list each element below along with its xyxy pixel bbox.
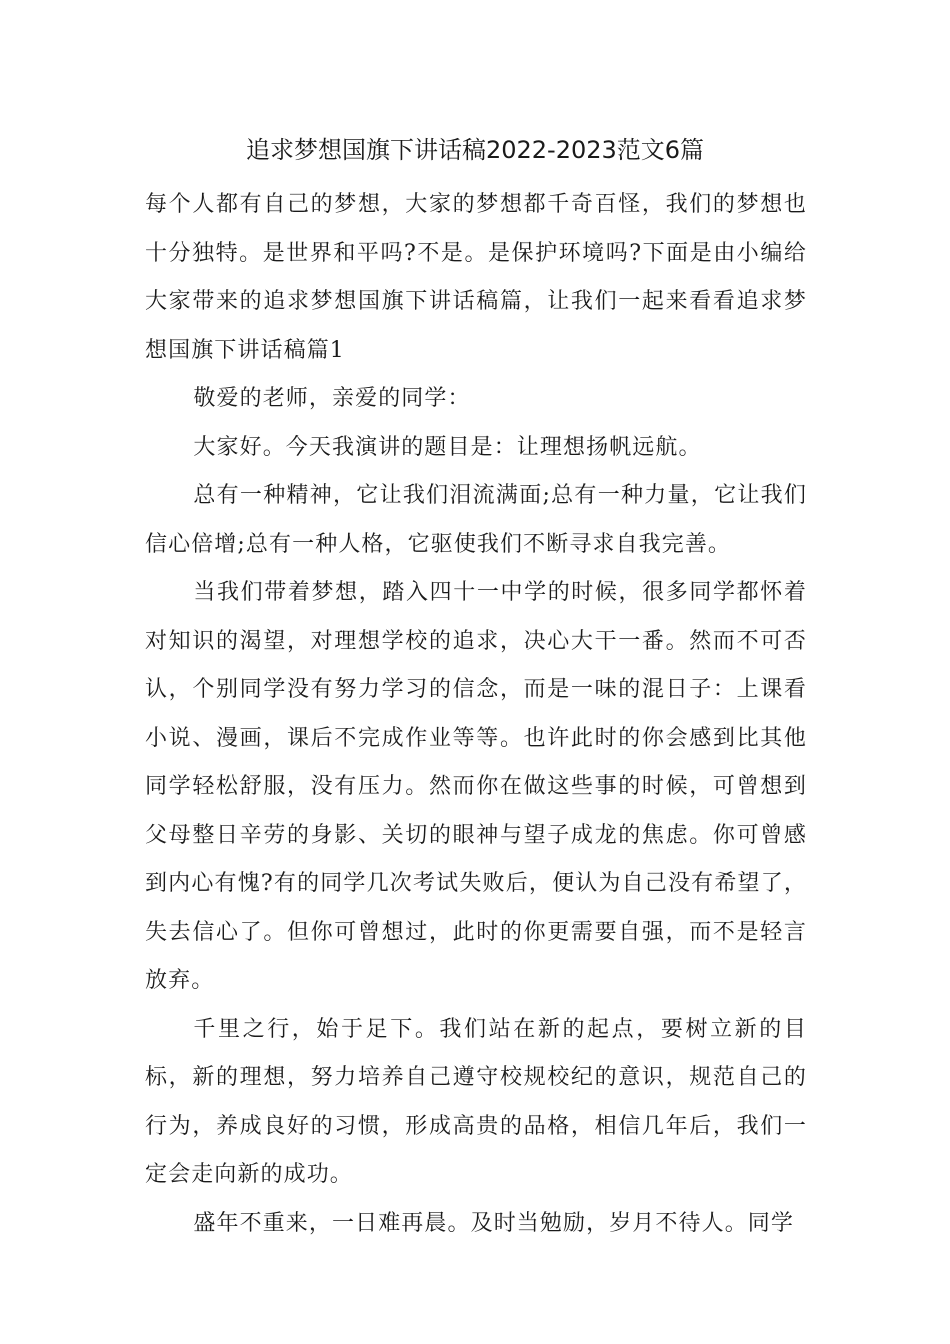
- document-title: 追求梦想国旗下讲话稿2022-2023范文6篇: [245, 136, 705, 164]
- greeting-paragraph: 大家好。今天我演讲的题目是：让理想扬帆远航。: [193, 434, 702, 460]
- body-paragraph: 盛年不重来，一日难再晨。及时当勉励，岁月不待人。同学: [193, 1210, 794, 1236]
- salutation-paragraph: 敬爱的老师，亲爱的同学：: [193, 386, 471, 411]
- document-body: [145, 181, 807, 1248]
- body-paragraph: 当我们带着梦想，踏入四十一中学的时候，很多同学都怀着对知识的渴望，对理想学校的追求，决心大干一番。然而不可否认，个别同学没有努力学习的信念，而是一味的混日子：上课看小说、漫画，课后不完成作业等等。也许此时的你会感到比其他同学轻松舒服，没有压力。然而你在做这些事的时候，可曾想到父母整日辛劳的身影、关切的眼神与望子成龙的焦虑。你可曾感到内心有愧?有的同学几次考试失败后，便认为自己没有希望了，失去信心了。但你可曾想过，此时的你更需要自强，而不是轻言放弃。: [145, 580, 807, 993]
- body-paragraph: 千里之行，始于足下。我们站在新的起点，要树立新的目标，新的理想，努力培养自己遵守校规校纪的意识，规范自己的行为，养成良好的习惯，形成高贵的品格，相信几年后，我们一定会走向新的成功。: [145, 1016, 807, 1187]
- intro-paragraph: 每个人都有自己的梦想，大家的梦想都千奇百怪，我们的梦想也十分独特。是世界和平吗?不是。是保护环境吗?下面是由小编给大家带来的追求梦想国旗下讲话稿篇，让我们一起来看看追求梦想国旗下讲话稿篇1: [145, 192, 807, 363]
- body-paragraph: 总有一种精神，它让我们泪流满面;总有一种力量，它让我们信心倍增;总有一种人格，它驱使我们不断寻求自我完善。: [145, 483, 807, 557]
